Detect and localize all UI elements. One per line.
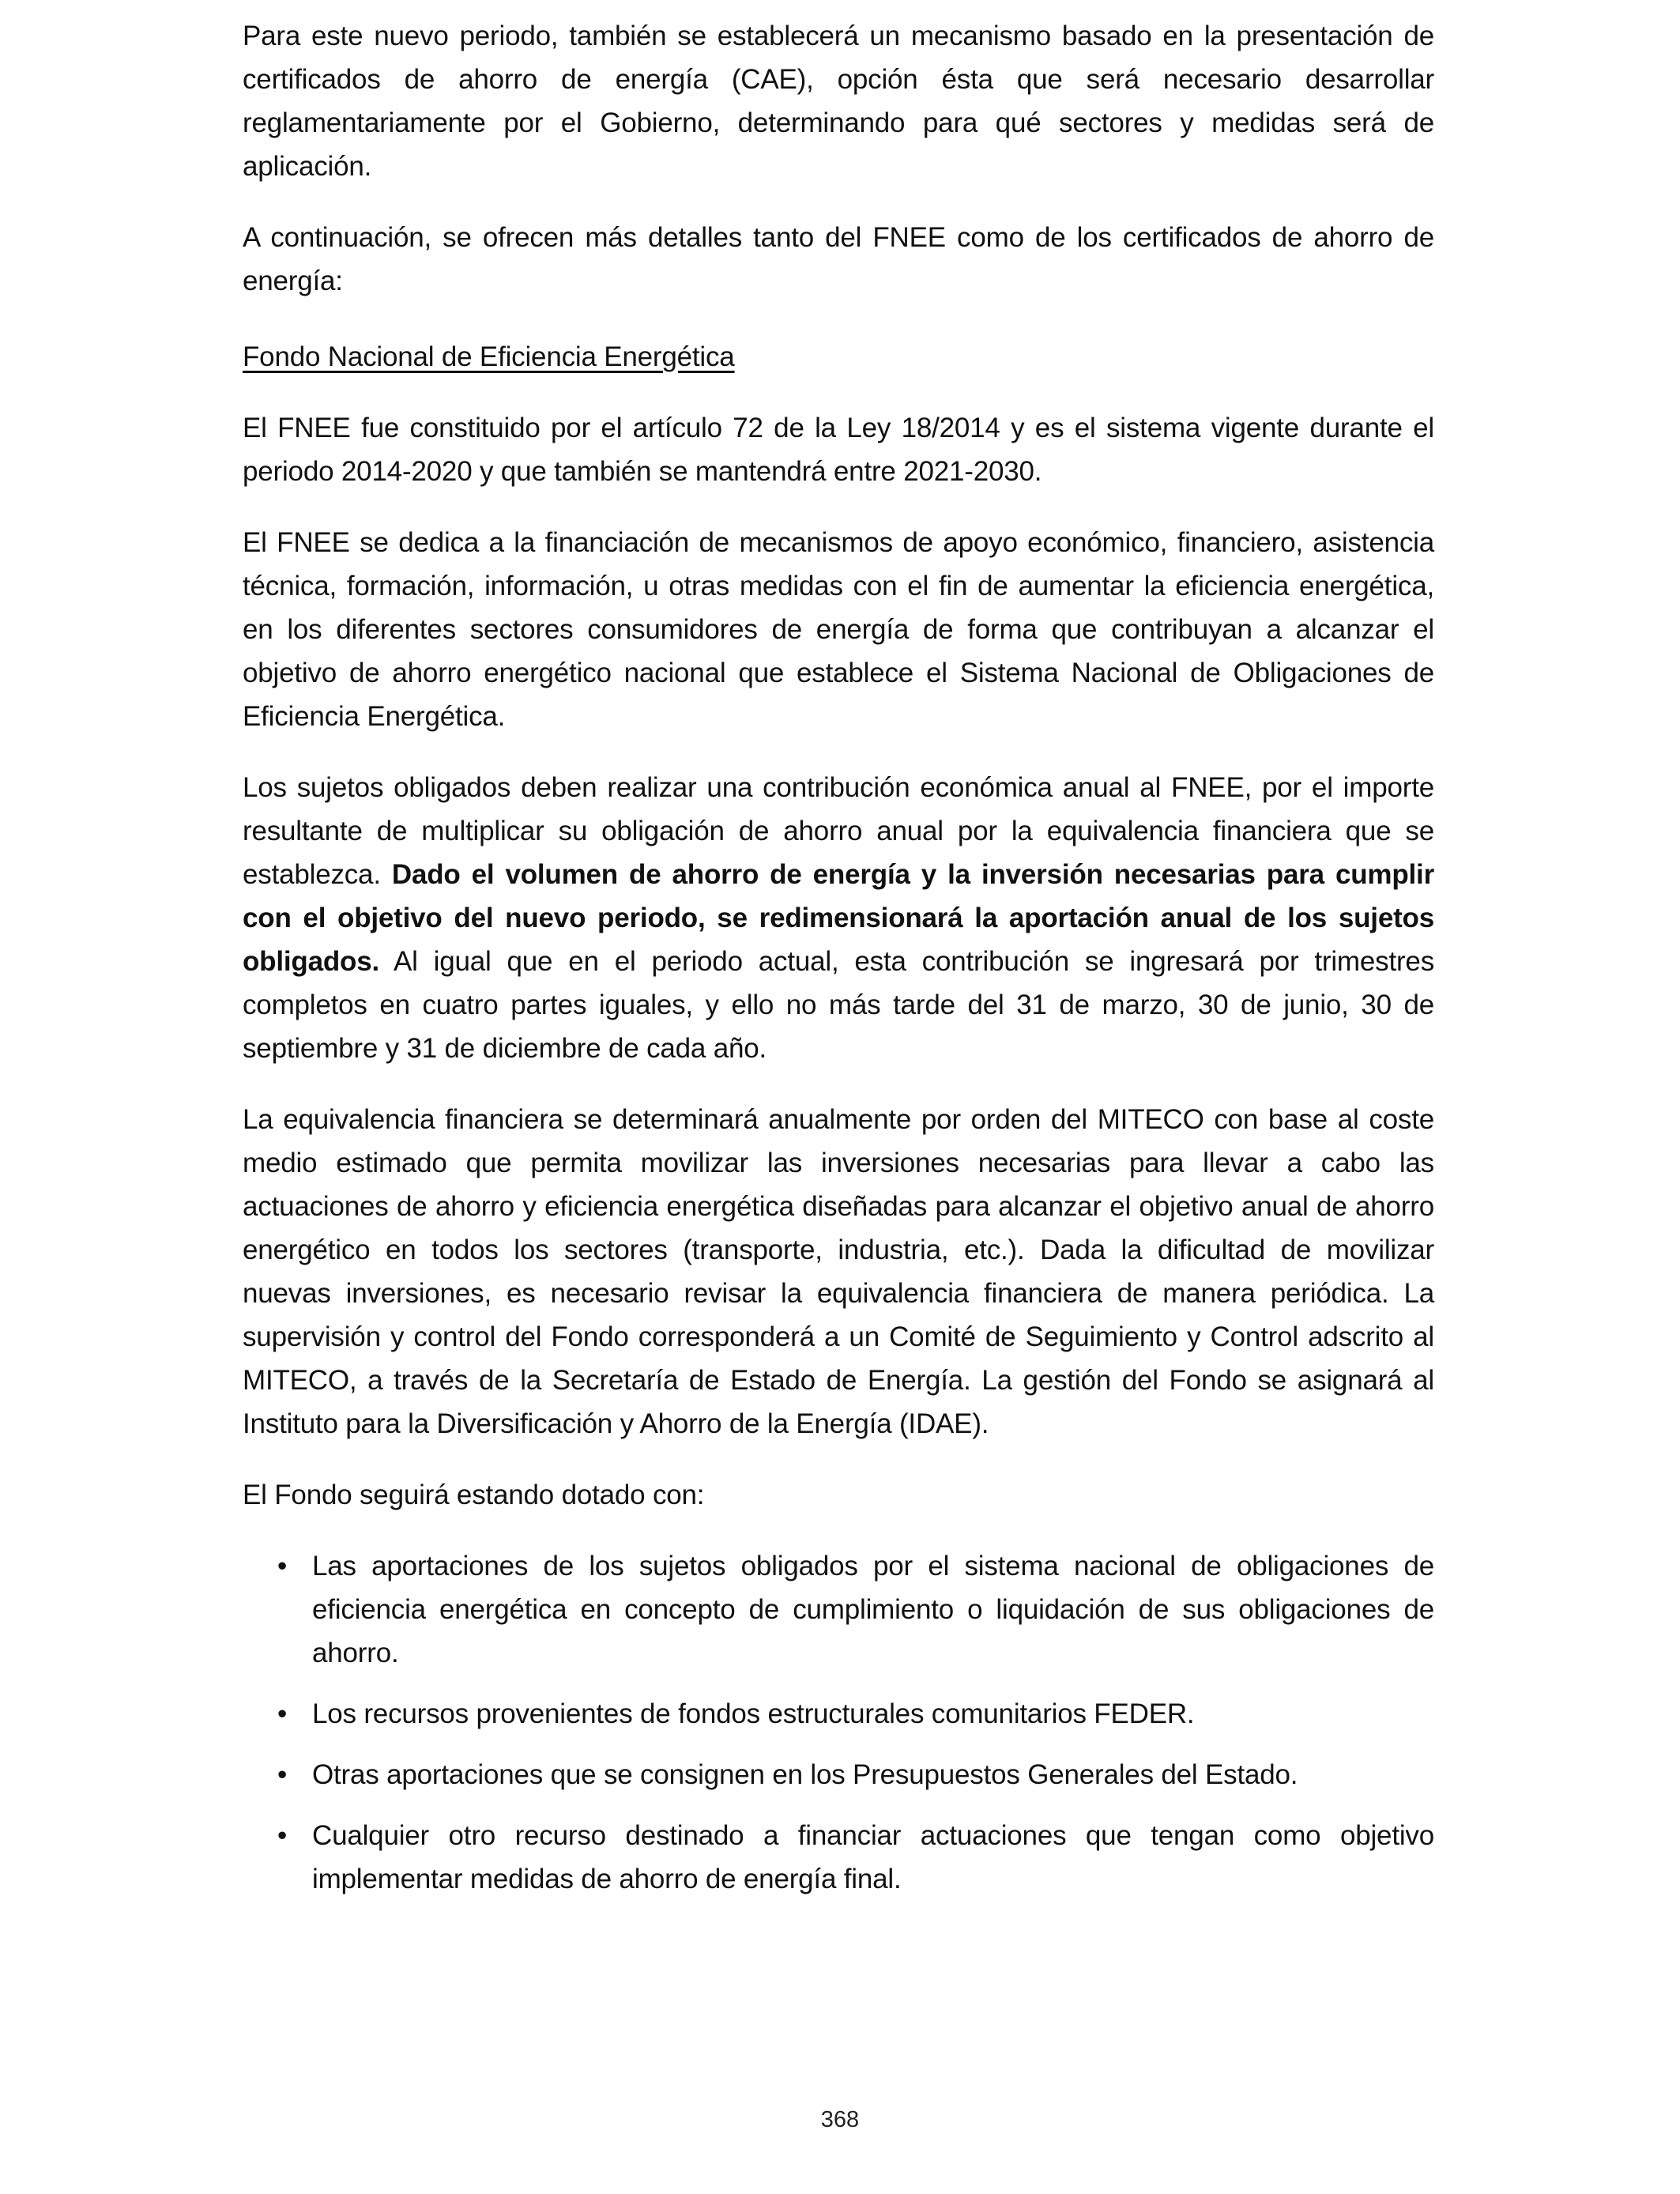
- list-item-text: Las aportaciones de los sujetos obligados por el sistema nacional de obligaciones de eficiencia energética en concepto de cumplimiento o liquidación de sus obligaciones de ahorro.: [312, 1551, 1434, 1668]
- paragraph-cae-mechanism: Para este nuevo periodo, también se establecerá un mecanismo basado en la presentación de certificados de ahorro de energía (CAE), opción ésta que será necesario desarrollar reglamentariamente por el Gobierno, determinando para qué sectores y medidas será de aplicación.: [243, 21, 1434, 182]
- paragraph-financial-equivalence: La equivalencia financiera se determinará anualmente por orden del MITECO con base al coste medio estimado que permita movilizar las inversiones necesarias para llevar a cabo las actuaciones de ahorro y eficiencia energética diseñadas para alcanzar el objetivo anual de ahorro energético en todos los sectores (transporte, industria, etc.). Dada la dificultad de movilizar nuevas inversiones, es necesario revisar la equivalencia financiera de manera periódica. La supervisión y control del Fondo corresponderá a un Comité de Seguimiento y Control adscrito al MITECO, a través de la Secretaría de Estado de Energía. La gestión del Fondo se asignará al Instituto para la Diversificación y Ahorro de la Energía (IDAE).: [243, 1104, 1434, 1439]
- paragraph-contributions: [243, 766, 1434, 1070]
- list-item: [243, 1544, 1434, 1675]
- bullet-icon: •: [277, 1551, 288, 1581]
- list-item: [243, 1753, 1434, 1796]
- contributions-bold-statement: Dado el volumen de ahorro de energía y la inversión necesarias para cumplir con el objetivo del nuevo periodo, se redimensionará la aportación anual de los sujetos obligados.: [243, 859, 1434, 977]
- list-item: [243, 1814, 1434, 1901]
- paragraph-fnee-constitution: El FNEE fue constituido por el artículo 72 de la Ley 18/2014 y es el sistema vigente durante el periodo 2014-2020 y que también se mantendrá entre 2021-2030.: [243, 413, 1434, 487]
- paragraph-fund-endowment: El Fondo seguirá estando dotado con:: [243, 1480, 705, 1510]
- bullet-icon: •: [277, 1698, 288, 1729]
- section-heading-fnee: Fondo Nacional de Eficiencia Energética: [243, 341, 735, 372]
- list-item-text: Otras aportaciones que se consignen en los Presupuestos Generales del Estado.: [312, 1759, 1298, 1790]
- paragraph-details-intro: A continuación, se ofrecen más detalles tanto del FNEE como de los certificados de ahorro de energía:: [243, 222, 1434, 296]
- contributions-text-start: Los sujetos obligados deben realizar una contribución económica anual al FNEE, por el importe resultante de multiplicar su obligación de ahorro anual por la equivalencia financiera que se establezca.: [243, 772, 1434, 890]
- paragraph-fnee-purpose: El FNEE se dedica a la financiación de mecanismos de apoyo económico, financiero, asistencia técnica, formación, información, u otras medidas con el fin de aumentar la eficiencia energética, en los diferentes sectores consumidores de energía de forma que contribuyan a alcanzar el objetivo de ahorro energético nacional que establece el Sistema Nacional de Obligaciones de Eficiencia Energética.: [243, 527, 1434, 732]
- list-item-text: Cualquier otro recurso destinado a financiar actuaciones que tengan como objetivo implementar medidas de ahorro de energía final.: [312, 1820, 1434, 1894]
- list-item: [243, 1692, 1434, 1736]
- document-page: [243, 14, 1434, 1918]
- contributions-text-end: Al igual que en el periodo actual, esta contribución se ingresará por trimestres completos en cuatro partes iguales, y ello no más tarde del 31 de marzo, 30 de junio, 30 de septiembre y 31 de diciembre de cada año.: [243, 946, 1434, 1064]
- bullet-icon: •: [277, 1759, 288, 1790]
- list-item-text: Los recursos provenientes de fondos estructurales comunitarios FEDER.: [312, 1698, 1195, 1729]
- bullet-icon: •: [277, 1820, 288, 1851]
- page-number: 368: [820, 2107, 860, 2132]
- fund-sources-list: [243, 1544, 1434, 1901]
